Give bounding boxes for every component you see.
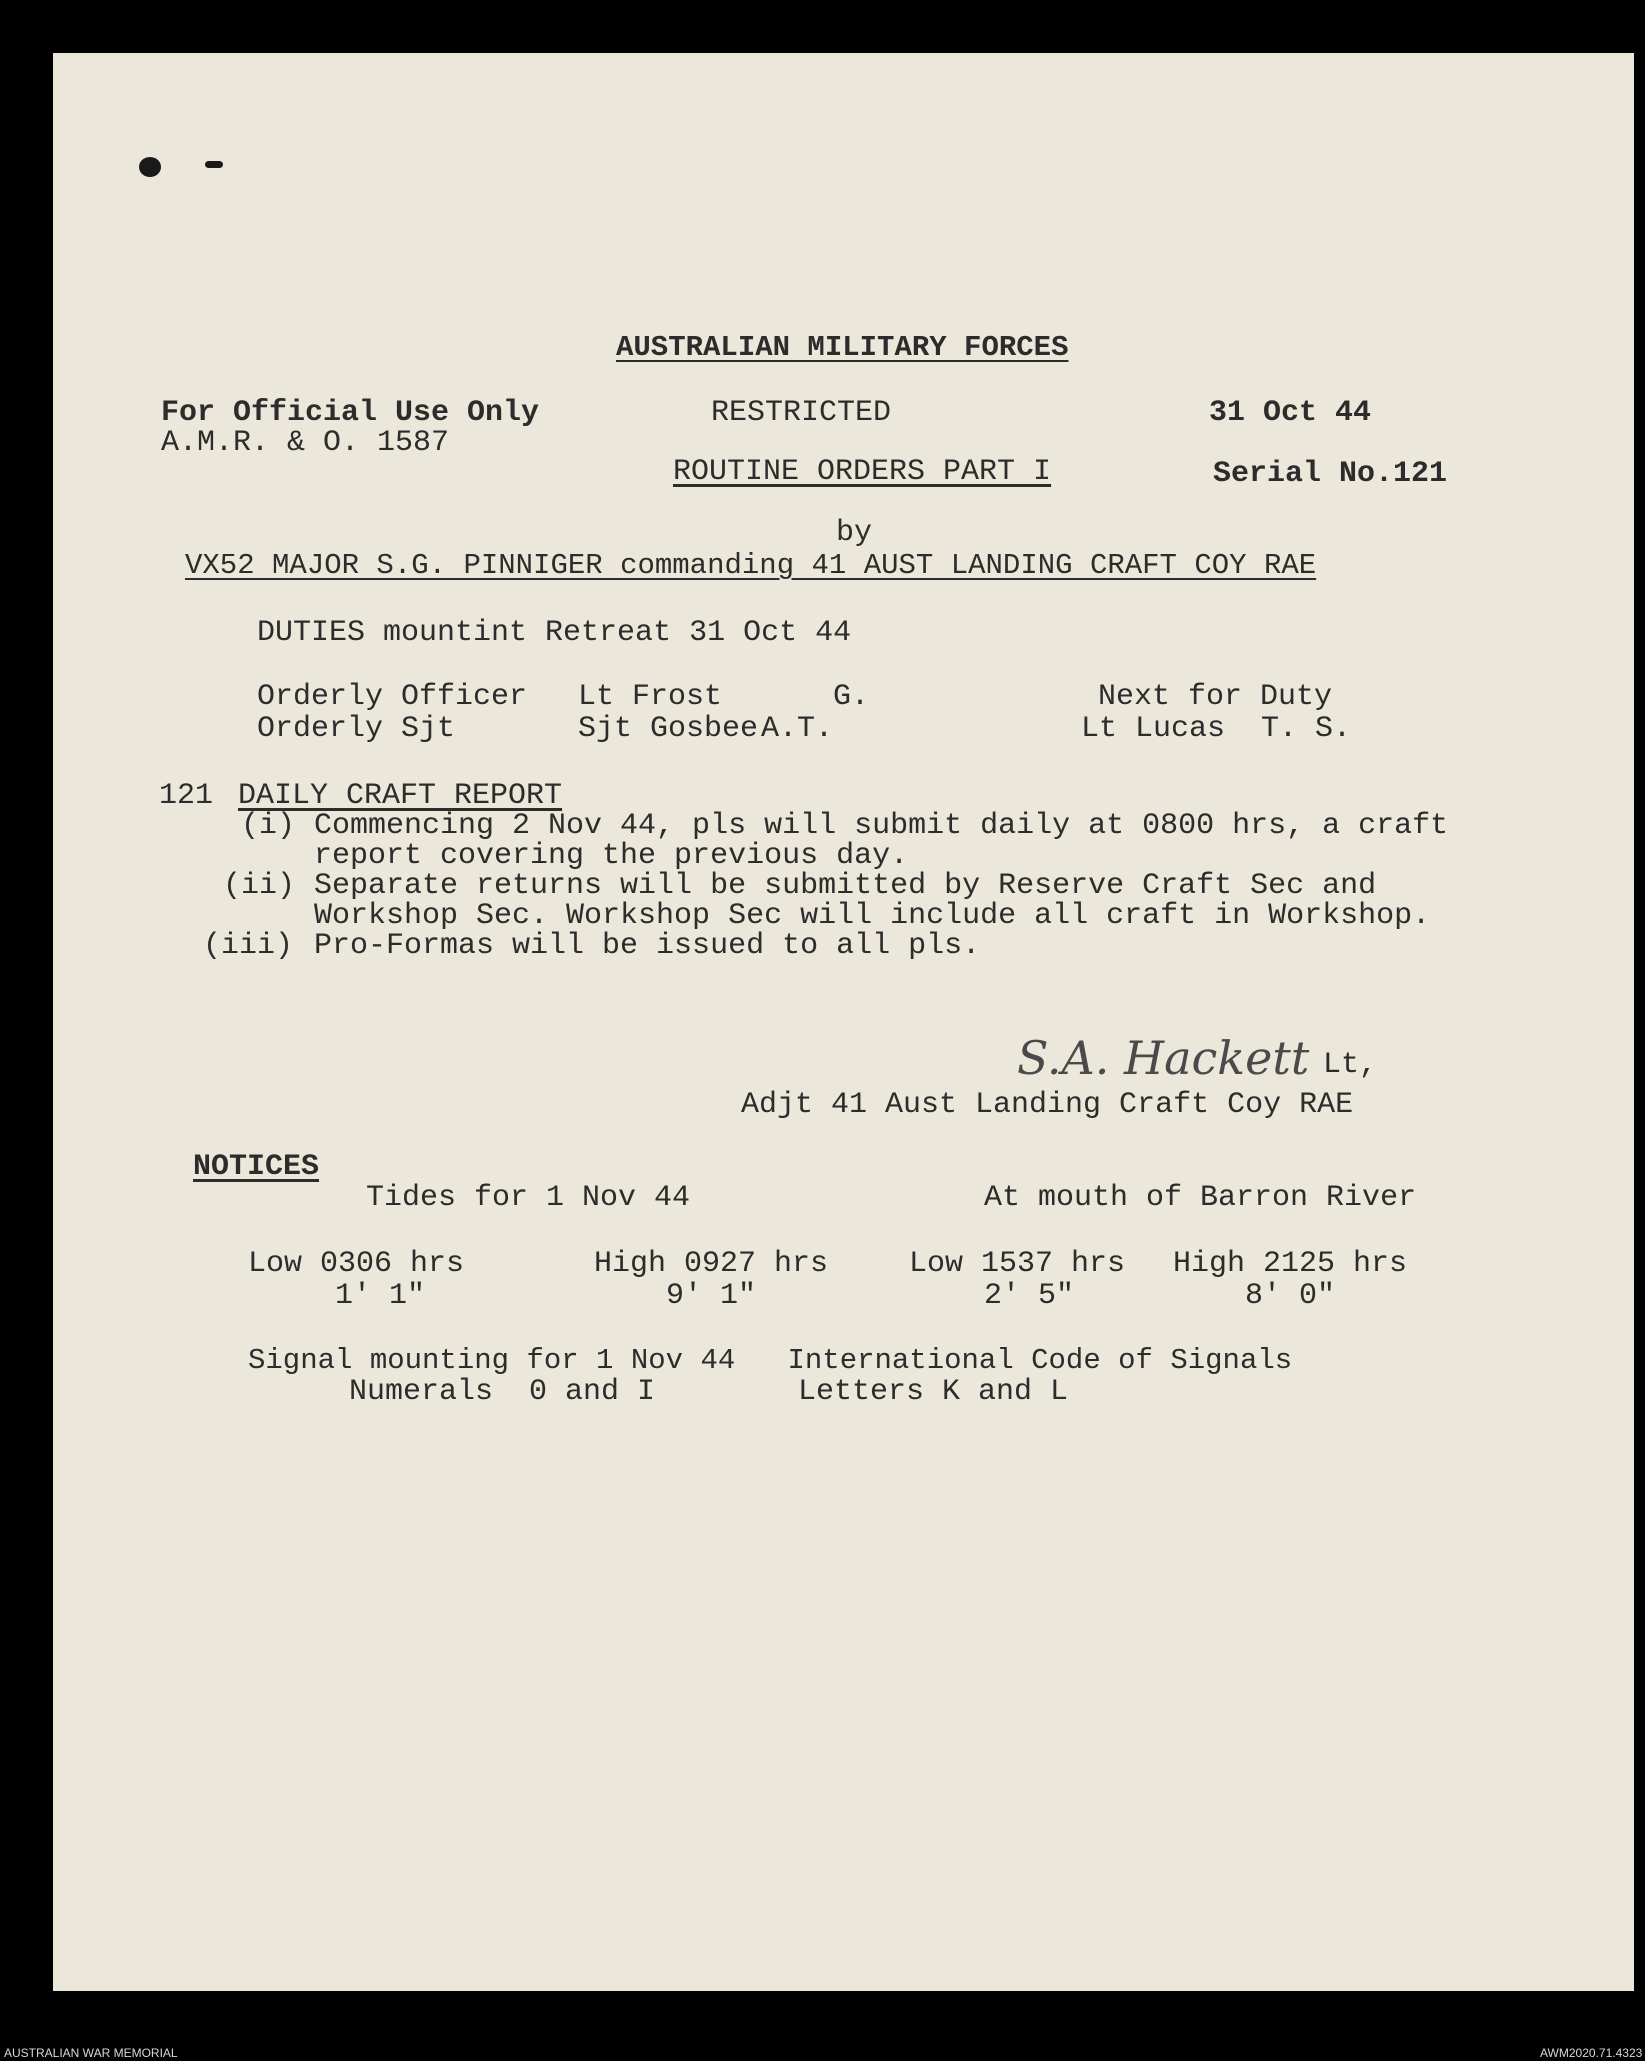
tide-time: High 2125 hrs [1173,1247,1408,1281]
duty-role: Orderly Sjt [257,712,456,746]
tides-heading: Tides for 1 Nov 44 [366,1181,691,1215]
order-item-text: Workshop Sec. Workshop Sec will include all craft in Workshop. [314,899,1431,933]
duty-initials: G. [833,680,870,714]
next-for-duty-label: Next for Duty [1098,680,1333,714]
order-number: 121 [159,779,214,813]
order-item-text: Commencing 2 Nov 44, pls will submit daily at 0800 hrs, a craft [314,809,1449,843]
order-item-marker: (i) [241,809,296,843]
duty-role: Orderly Officer [257,680,528,714]
next-duty-officer: Lt Lucas T. S. [1081,712,1352,746]
order-item-marker: (iii) [203,929,294,963]
by-label: by [836,516,873,550]
tide-height: 8' 0" [1245,1279,1336,1313]
tide-height: 9' 1" [666,1279,757,1313]
orders-title: ROUTINE ORDERS PART I [673,455,1052,489]
tide-time: High 0927 hrs [594,1247,829,1281]
duties-heading: DUTIES mountint Retreat 31 Oct 44 [257,616,852,650]
punch-hole-mark [205,161,223,168]
order-date: 31 Oct 44 [1209,396,1372,430]
document-page [53,53,1634,1991]
duty-name: Lt Frost [578,680,723,714]
order-title: DAILY CRAFT REPORT [238,779,563,813]
serial-number: Serial No.121 [1213,457,1448,491]
tides-location: At mouth of Barron River [984,1181,1417,1215]
signal-notice: Signal mounting for 1 Nov 44 International Code of Signals [248,1344,1293,1377]
tide-height: 2' 5" [984,1279,1075,1313]
tide-time: Low 1537 hrs [909,1247,1126,1281]
signatory-rank: Lt, [1323,1048,1378,1082]
duty-initials: A.T. [761,712,834,746]
classification-label: RESTRICTED [711,396,892,430]
security-marking: For Official Use Only [161,396,540,430]
punch-hole-mark [139,157,161,177]
tide-time: Low 0306 hrs [248,1247,465,1281]
order-item-text: Separate returns will be submitted by Reserve Craft Sec and [314,869,1377,903]
footer-catalogue-number: AWM2020.71.4323 [1540,2046,1643,2060]
handwritten-signature: S.A. Hackett [1017,1031,1310,1085]
signal-letters: Letters K and L [798,1375,1069,1409]
duty-name: Sjt Gosbee [578,712,759,746]
amr-reference: A.M.R. & O. 1587 [161,426,450,460]
footer-credit: AUSTRALIAN WAR MEMORIAL [4,2046,178,2060]
commander-line: VX52 MAJOR S.G. PINNIGER commanding 41 AUST LANDING CRAFT COY RAE [185,549,1317,582]
tide-height: 1' 1" [335,1279,426,1313]
signal-numerals: Numerals 0 and I [349,1375,656,1409]
order-item-marker: (ii) [223,869,296,903]
order-item-text: report covering the previous day. [314,839,909,873]
order-item-text: Pro-Formas will be issued to all pls. [314,929,981,963]
notices-heading: NOTICES [193,1150,320,1184]
signatory-title: Adjt 41 Aust Landing Craft Coy RAE [741,1088,1354,1122]
document-title: AUSTRALIAN MILITARY FORCES [616,331,1069,364]
